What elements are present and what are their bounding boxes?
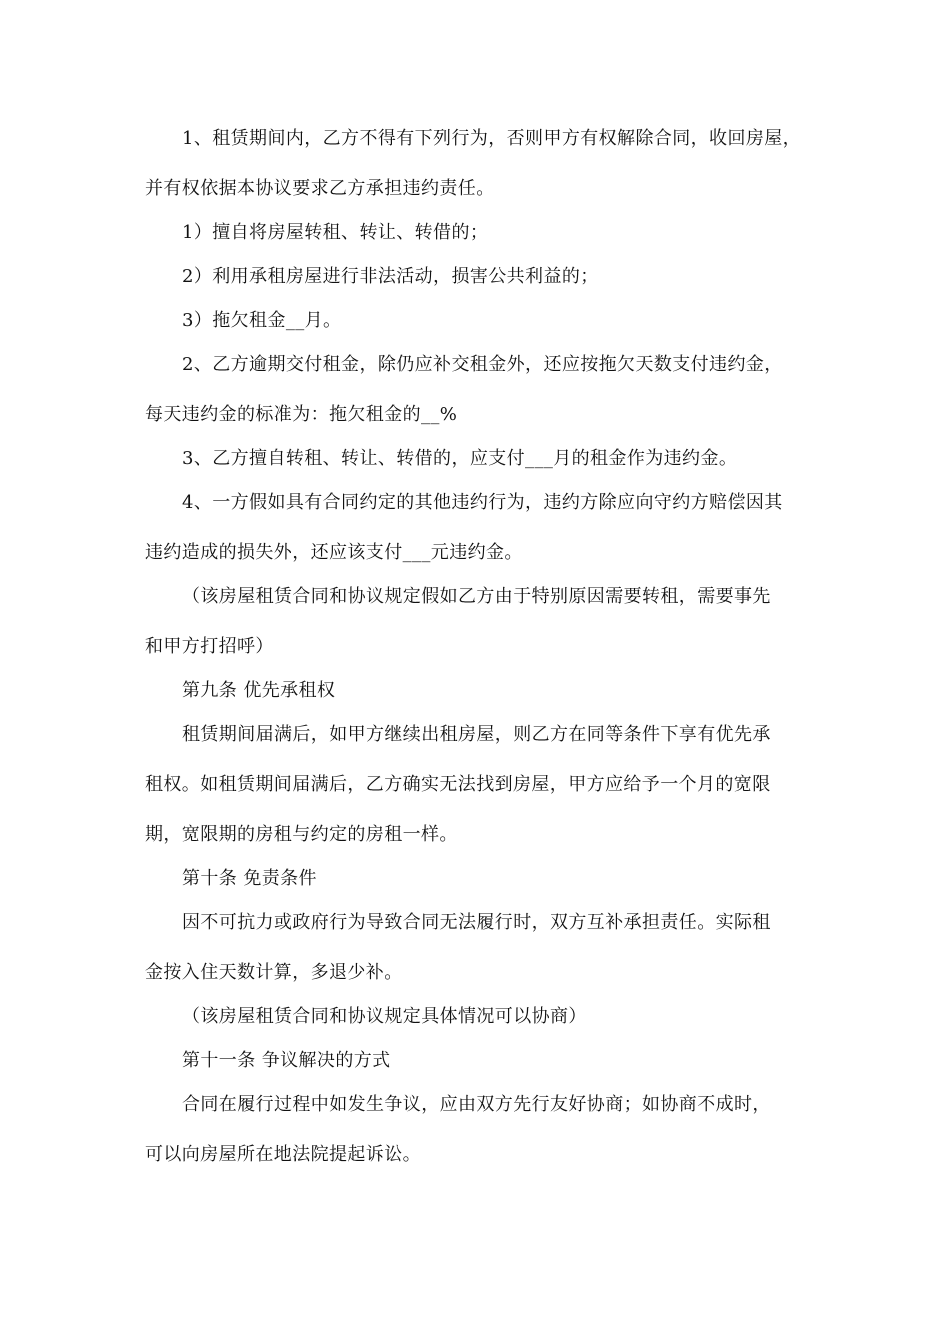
article-9-heading: 第九条 优先承租权 <box>182 680 336 701</box>
article-11-body-line-1: 合同在履行过程中如发生争议，应由双方先行友好协商；如协商不成时， <box>182 1094 771 1115</box>
article-10-body-line-1: 因不可抗力或政府行为导致合同无法履行时，双方互补承担责任。实际租 <box>182 912 771 933</box>
article-10-body-line-2: 金按入住天数计算，多退少补。 <box>145 962 403 983</box>
article-11-body-line-2: 可以向房屋所在地法院提起诉讼。 <box>145 1144 421 1165</box>
clause-8-note-line-1: （该房屋租赁合同和协议规定假如乙方由于特别原因需要转租，需要事先 <box>182 586 771 607</box>
clause-8-item-1-line-2: 并有权依据本协议要求乙方承担违约责任。 <box>145 178 495 199</box>
clause-8-item-4-line-1: 4、一方假如具有合同约定的其他违约行为，违约方除应向守约方赔偿因其 <box>182 492 783 513</box>
article-9-body-line-2: 租权。如租赁期间届满后，乙方确实无法找到房屋，甲方应给予一个月的宽限 <box>145 774 771 795</box>
article-11-heading: 第十一条 争议解决的方式 <box>182 1050 391 1071</box>
clause-8-subitem-3: 3）拖欠租金__月。 <box>182 310 342 331</box>
clause-8-item-3: 3、乙方擅自转租、转让、转借的，应支付___月的租金作为违约金。 <box>182 448 738 469</box>
article-10-heading: 第十条 免责条件 <box>182 868 317 889</box>
clause-8-item-4-line-2: 违约造成的损失外，还应该支付___元违约金。 <box>145 542 523 563</box>
clause-8-subitem-2: 2）利用承租房屋进行非法活动，损害公共利益的； <box>182 266 599 287</box>
clause-8-subitem-1: 1）擅自将房屋转租、转让、转借的； <box>182 222 489 243</box>
clause-8-item-2-line-2: 每天违约金的标准为：拖欠租金的__% <box>145 404 458 425</box>
article-9-body-line-3: 期，宽限期的房租与约定的房租一样。 <box>145 824 458 845</box>
article-10-note: （该房屋租赁合同和协议规定具体情况可以协商） <box>182 1006 587 1027</box>
clause-8-note-line-2: 和甲方打招呼） <box>145 636 274 657</box>
clause-8-item-1-line-1: 1、租赁期间内，乙方不得有下列行为，否则甲方有权解除合同，收回房屋， <box>182 128 802 149</box>
clause-8-item-2-line-1: 2、乙方逾期交付租金，除仍应补交租金外，还应按拖欠天数支付违约金， <box>182 354 783 375</box>
article-9-body-line-1: 租赁期间届满后，如甲方继续出租房屋，则乙方在同等条件下享有优先承 <box>182 724 771 745</box>
